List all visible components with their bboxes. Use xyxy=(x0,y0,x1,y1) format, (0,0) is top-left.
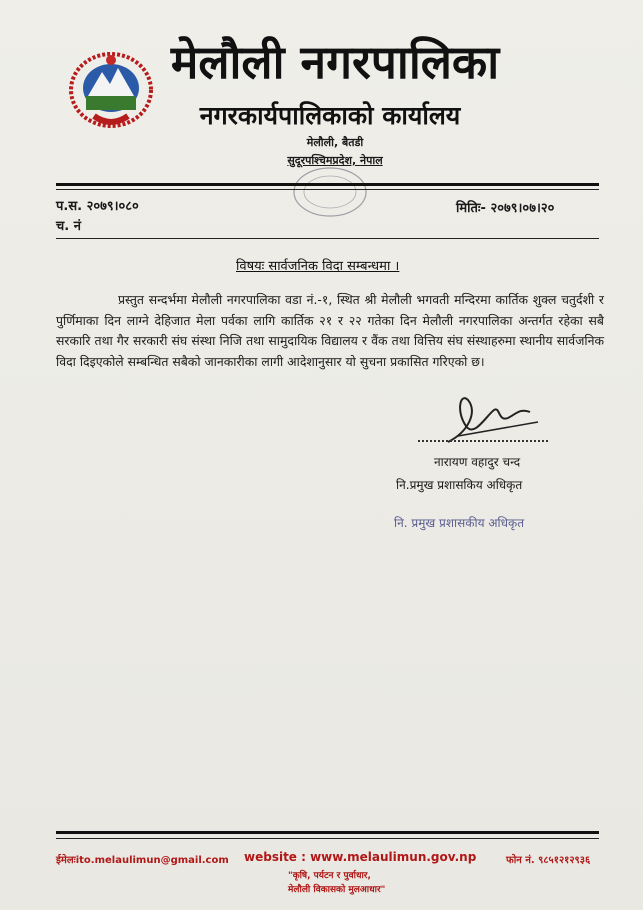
address-line-2: सुदूरपश्चिमप्रदेश, नेपाल xyxy=(287,154,383,167)
header-rule-thick xyxy=(56,183,599,186)
signatory-title: नि.प्रमुख प्रशासकिय अधिकृत xyxy=(396,478,523,492)
office-subtitle: नगरकार्यपालिकाको कार्यालय xyxy=(199,101,461,130)
footer-rule-thin xyxy=(56,838,599,839)
footer-rule-thick xyxy=(56,831,599,834)
municipality-title: मेलौली नगरपालिका xyxy=(170,35,500,89)
office-stamp-icon xyxy=(290,166,370,218)
letter-date: मितिः- २०७९।०७।२० xyxy=(456,201,555,216)
signature-line xyxy=(418,440,548,442)
header-rule-thin xyxy=(56,189,599,190)
reference-divider xyxy=(56,238,599,239)
letter-body: प्रस्तुत सन्दर्भमा मेलौली नगरपालिका वडा नं.-१, स्थित श्री मेलौली भगवती मन्दिरमा कार्तिक शुक्ल चतुर्दशी र पुर्णिमाका दिन लाग्ने देहिजात मेला पर्वका लागि कार्तिक २१ र २२ गतेका दिन मेलौली नगरपालिका अन्तर्गत रहेका सबै सरकारि तथा गैर सरकारी संघ संस्था निजि तथा सामुदायिक विद्यालय र वैंक तथा वित्तिय संघ संस्थाहरुमा स्थानीय सार्वजनिक विदा दिइएकोले सम्बन्धित सबैको जानकारीका लागी आदेशानुसार यो सुचना प्रकासित गरिएको छ। xyxy=(56,292,604,369)
signatory-name: नारायण वहादुर चन्द xyxy=(434,455,521,469)
address-line-1: मेलौली, बैतडी xyxy=(306,136,364,149)
official-seal-text: नि. प्रमुख प्रशासकीय अधिकृत xyxy=(394,516,525,530)
footer-phone: फोन नं. ९८५१२१२९३६ xyxy=(506,855,591,866)
dispatch-number: च. नं xyxy=(56,219,81,234)
letter-subject: विषयः सार्वजनिक विदा सम्बन्धमा । xyxy=(236,259,400,274)
nepal-emblem-icon xyxy=(66,50,156,130)
footer-website: website : www.melaulimun.gov.np xyxy=(244,850,477,864)
footer-slogan-line-2: मेलौली विकासको मुलआधार" xyxy=(288,885,386,895)
reference-number: प.स. २०७९।०८० xyxy=(56,199,139,214)
footer-slogan-line-1: "कृषि, पर्यटन र पुर्वाधार, xyxy=(288,871,371,881)
footer-email: ईमेलःito.melaulimun@gmail.com xyxy=(56,855,229,866)
handwritten-signature-icon xyxy=(438,392,548,452)
